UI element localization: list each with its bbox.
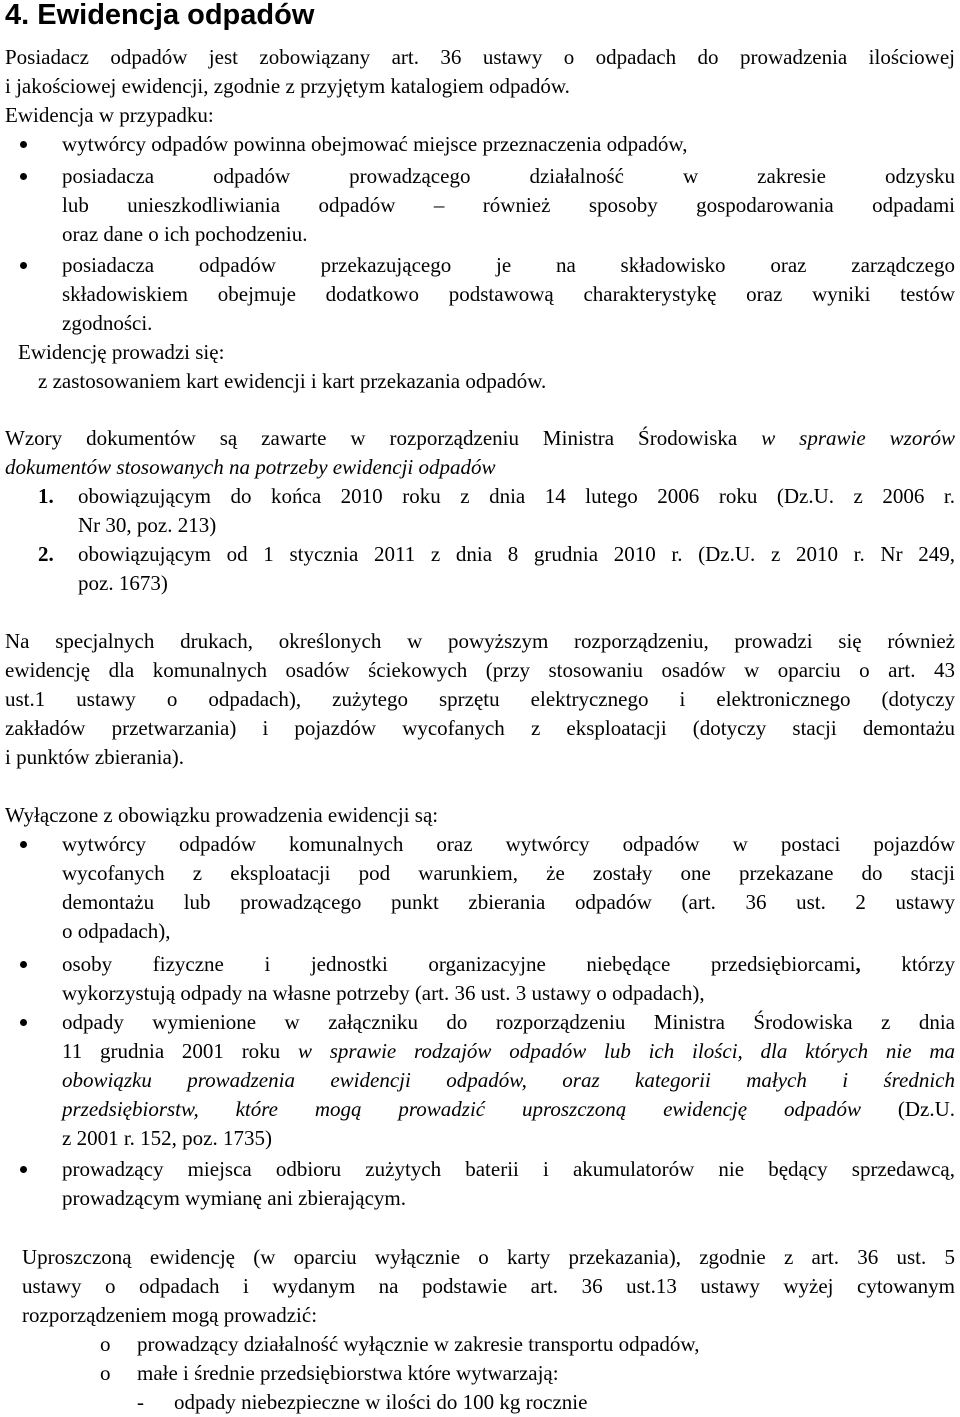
bullet-icon — [20, 841, 27, 848]
regulation-2-line-1: obowiązującym od 1 stycznia 2011 z dnia 8 grudnia 2010 r. (Dz.U. z 2010 r. Nr 249, — [78, 542, 955, 566]
simplified-line-1: Uproszczoną ewidencję (w oparciu wyłącznie o karty przekazania), zgodnie z art. 36 ust. 5 — [22, 1245, 955, 1269]
excluded-4-line-1: prowadzący miejsca odbioru zużytych baterii i akumulatorów nie będący sprzedawcą, — [62, 1157, 955, 1181]
special-line-2: ewidencję dla komunalnych osadów ściekowych (przy stosowaniu osadów w oparciu o art. 43 — [5, 658, 955, 682]
excluded-2-line-1: osoby fizyczne i jednostki organizacyjne niebędące przedsiębiorcami, którzy — [62, 952, 955, 976]
intro-line-3: Ewidencja w przypadku: — [5, 103, 214, 127]
conduct-line-2: z zastosowaniem kart ewidencji i kart przekazania odpadów. — [38, 369, 547, 393]
simplified-item-1: prowadzący działalność wyłącznie w zakresie transportu odpadów, — [137, 1332, 700, 1356]
templates-line-1: Wzory dokumentów są zawarte w rozporządzeniu Ministra Środowiska w sprawie wzorów — [5, 426, 956, 450]
special-line-5: i punktów zbierania). — [5, 745, 185, 769]
regulation-2-line-2: poz. 1673) — [78, 571, 168, 595]
section-heading: 4. Ewidencja odpadów — [5, 0, 315, 31]
dash-bullet-icon: - — [137, 1390, 144, 1414]
circle-bullet-icon: o — [100, 1332, 111, 1356]
case-2-line-2: lub unieszkodliwiania odpadów – również sposoby gospodarowania odpadami — [62, 193, 955, 217]
simplified-subitem-1: odpady niebezpieczne w ilości do 100 kg rocznie — [174, 1390, 588, 1414]
regulation-1-line-2: Nr 30, poz. 213) — [78, 513, 217, 537]
templates-line-2: dokumentów stosowanych na potrzeby ewidencji odpadów — [5, 455, 496, 479]
excluded-1-line-2: wycofanych z eksploatacji pod warunkiem, że zostały one przekazane do stacji — [62, 861, 955, 885]
intro-line-2: i jakościowej ewidencji, zgodnie z przyjętym katalogiem odpadów. — [5, 74, 570, 98]
case-3-line-2: składowiskiem obejmuje dodatkowo podstawową charakterystykę oraz wyniki testów — [62, 282, 955, 306]
circle-bullet-icon: o — [100, 1361, 111, 1385]
conduct-line-1: Ewidencję prowadzi się: — [18, 340, 225, 364]
bullet-icon — [20, 262, 27, 269]
bullet-icon — [20, 141, 27, 148]
simplified-line-3: rozporządzeniem mogą prowadzić: — [22, 1303, 318, 1327]
case-3-line-1: posiadacza odpadów przekazującego je na składowisko oraz zarządczego — [62, 253, 955, 277]
special-line-4: zakładów przetwarzania) i pojazdów wycofanych z eksploatacji (dotyczy stacji demontażu — [5, 716, 955, 740]
case-3-line-3: zgodności. — [62, 311, 153, 335]
bullet-icon — [20, 1166, 27, 1173]
case-1: wytwórcy odpadów powinna obejmować miejsce przeznaczenia odpadów, — [62, 132, 688, 156]
list-number-2: 2. — [38, 542, 54, 566]
simplified-line-2: ustawy o odpadach i wydanym na podstawie art. 36 ust.13 ustawy wyżej cytowanym — [22, 1274, 955, 1298]
excluded-3-line-2: 11 grudnia 2001 roku w sprawie rodzajów odpadów lub ich ilości, dla których nie ma — [62, 1039, 955, 1063]
regulation-1-line-1: obowiązującym do końca 2010 roku z dnia 14 lutego 2006 roku (Dz.U. z 2006 r. — [78, 484, 955, 508]
excluded-1-line-4: o odpadach), — [62, 919, 171, 943]
bullet-icon — [20, 1019, 27, 1026]
special-line-3: ust.1 ustawy o odpadach), zużytego sprzętu elektrycznego i elektronicznego (dotyczy — [5, 687, 955, 711]
excluded-title: Wyłączone z obowiązku prowadzenia ewidencji są: — [5, 803, 439, 827]
excluded-1-line-3: demontażu lub prowadzącego punkt zbierania odpadów (art. 36 ust. 2 ustawy — [62, 890, 955, 914]
excluded-2-line-2: wykorzystują odpady na własne potrzeby (art. 36 ust. 3 ustawy o odpadach), — [62, 981, 705, 1005]
intro-line-1: Posiadacz odpadów jest zobowiązany art. 36 ustawy o odpadach do prowadzenia ilościowej — [5, 45, 955, 69]
excluded-3-line-5: z 2001 r. 152, poz. 1735) — [62, 1126, 272, 1150]
excluded-3-line-4: przedsiębiorstw, które mogą prowadzić uproszczoną ewidencję odpadów (Dz.U. — [62, 1097, 956, 1121]
list-number-1: 1. — [38, 484, 54, 508]
excluded-1-line-1: wytwórcy odpadów komunalnych oraz wytwórcy odpadów w postaci pojazdów — [62, 832, 955, 856]
excluded-3-line-3: obowiązku prowadzenia ewidencji odpadów, oraz kategorii małych i średnich — [62, 1068, 955, 1092]
excluded-4-line-2: prowadzącym wymianę ani zbierającym. — [62, 1186, 407, 1210]
bullet-icon — [20, 961, 27, 968]
bullet-icon — [20, 173, 27, 180]
case-2-line-3: oraz dane o ich pochodzeniu. — [62, 222, 308, 246]
excluded-3-line-1: odpady wymienione w załączniku do rozporządzeniu Ministra Środowiska z dnia — [62, 1010, 955, 1034]
special-line-1: Na specjalnych drukach, określonych w powyższym rozporządzeniu, prowadzi się również — [5, 629, 955, 653]
simplified-item-2: małe i średnie przedsiębiorstwa które wytwarzają: — [137, 1361, 559, 1385]
case-2-line-1: posiadacza odpadów prowadzącego działalność w zakresie odzysku — [62, 164, 955, 188]
